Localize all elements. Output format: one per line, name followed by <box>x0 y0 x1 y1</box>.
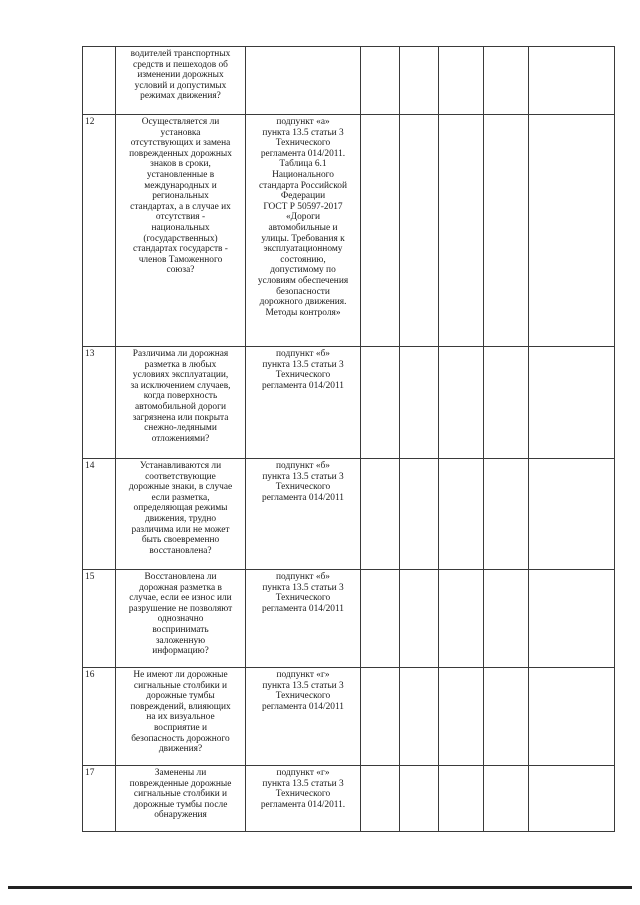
answer-extra-cell <box>484 459 529 570</box>
answer-na-cell <box>439 115 484 347</box>
answer-extra-cell <box>484 347 529 459</box>
table-row <box>83 570 615 668</box>
row-number-cell: 15 <box>83 570 116 668</box>
answer-extra-cell <box>484 668 529 766</box>
notes-cell <box>529 766 615 832</box>
reference-cell: подпункт «г» пункта 13.5 статьи 3 Технического регламента 014/2011. <box>246 766 361 832</box>
answer-na-cell <box>439 668 484 766</box>
question-cell: Различима ли дорожная разметка в любых условиях эксплуатации, за исключением случаев, когда поверхность автомобильной дороги загрязнена или покрыта снежно-ледяными отложениями? <box>116 347 246 459</box>
reference-cell: подпункт «б» пункта 13.5 статьи 3 Технического регламента 014/2011 <box>246 459 361 570</box>
answer-yes-cell <box>361 766 400 832</box>
table-row <box>83 47 615 115</box>
answer-no-cell <box>400 115 439 347</box>
table-row <box>83 766 615 832</box>
answer-extra-cell <box>484 766 529 832</box>
answer-no-cell <box>400 570 439 668</box>
row-number-cell <box>83 47 116 115</box>
answer-na-cell <box>439 347 484 459</box>
question-cell: Устанавливаются ли соответствующие дорожные знаки, в случае если разметка, определяющая режимы движения, трудно различима или не может быть своевременно восстановлена? <box>116 459 246 570</box>
row-number-cell: 13 <box>83 347 116 459</box>
reference-cell: подпункт «г» пункта 13.5 статьи 3 Технического регламента 014/2011 <box>246 668 361 766</box>
notes-cell <box>529 347 615 459</box>
checklist-table <box>82 46 615 832</box>
answer-na-cell <box>439 570 484 668</box>
table-row <box>83 347 615 459</box>
answer-yes-cell <box>361 115 400 347</box>
answer-no-cell <box>400 766 439 832</box>
question-cell: Восстановлена ли дорожная разметка в случае, если ее износ или разрушение не позволяют однозначно воспринимать заложенную информацию? <box>116 570 246 668</box>
answer-na-cell <box>439 47 484 115</box>
question-cell: Заменены ли поврежденные дорожные сигнальные столбики и дорожные тумбы после обнаружения <box>116 766 246 832</box>
notes-cell <box>529 115 615 347</box>
row-number-cell: 16 <box>83 668 116 766</box>
reference-cell <box>246 47 361 115</box>
answer-yes-cell <box>361 347 400 459</box>
notes-cell <box>529 668 615 766</box>
answer-na-cell <box>439 766 484 832</box>
table-row <box>83 115 615 347</box>
answer-yes-cell <box>361 459 400 570</box>
reference-cell: подпункт «б» пункта 13.5 статьи 3 Технического регламента 014/2011 <box>246 570 361 668</box>
answer-no-cell <box>400 459 439 570</box>
reference-cell: подпункт «б» пункта 13.5 статьи 3 Технического регламента 014/2011 <box>246 347 361 459</box>
row-number-cell: 17 <box>83 766 116 832</box>
answer-no-cell <box>400 47 439 115</box>
answer-na-cell <box>439 459 484 570</box>
table-row <box>83 668 615 766</box>
answer-no-cell <box>400 668 439 766</box>
answer-extra-cell <box>484 47 529 115</box>
question-cell: водителей транспортных средств и пешеходов об изменении дорожных условий и допустимых режимах движения? <box>116 47 246 115</box>
row-number-cell: 14 <box>83 459 116 570</box>
notes-cell <box>529 570 615 668</box>
footer-divider <box>8 886 632 889</box>
answer-extra-cell <box>484 570 529 668</box>
answer-yes-cell <box>361 570 400 668</box>
table-row <box>83 459 615 570</box>
row-number-cell: 12 <box>83 115 116 347</box>
reference-cell: подпункт «а» пункта 13.5 статьи 3 Технического регламента 014/2011. Таблица 6.1 Национального стандарта Российской Федерации ГОСТ Р 50597-2017 «Дороги автомобильные и улицы. Требования к эксплуатационному состоянию, допустимому по условиям обеспечения безопасности дорожного движения. Методы контроля» <box>246 115 361 347</box>
question-cell: Не имеют ли дорожные сигнальные столбики и дорожные тумбы повреждений, влияющих на их визуальное восприятие и безопасность дорожного движения? <box>116 668 246 766</box>
notes-cell <box>529 47 615 115</box>
answer-yes-cell <box>361 668 400 766</box>
answer-yes-cell <box>361 47 400 115</box>
answer-no-cell <box>400 347 439 459</box>
question-cell: Осуществляется ли установка отсутствующих и замена поврежденных дорожных знаков в сроки, установленные в международных и региональных стандартах, а в случае их отсутствия - национальных (государственных) стандартах государств - членов Таможенного союза? <box>116 115 246 347</box>
notes-cell <box>529 459 615 570</box>
answer-extra-cell <box>484 115 529 347</box>
